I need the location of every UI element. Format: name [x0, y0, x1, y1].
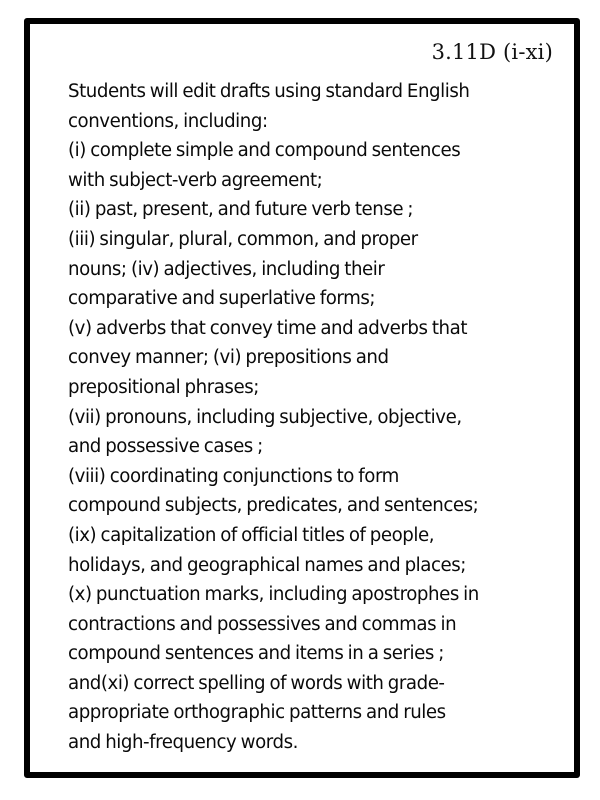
- description-line: (x) punctuation marks, including apostrophes in: [68, 584, 479, 606]
- description-line: (ii) past, present, and future verb tense ;: [68, 199, 414, 221]
- description-line: appropriate orthographic patterns and rules: [68, 702, 446, 724]
- description-line: and(xi) correct spelling of words with grade-: [68, 672, 445, 694]
- standard-card: [24, 18, 580, 778]
- description-line: compound subjects, predicates, and sentences;: [68, 495, 479, 517]
- description-line: convey manner; (vi) prepositions and: [68, 347, 389, 369]
- description-line: holidays, and geographical names and places;: [68, 554, 466, 576]
- standard-description: [68, 77, 558, 758]
- description-line: and high-frequency words.: [68, 732, 298, 754]
- description-line: Students will edit drafts using standard English: [68, 81, 470, 102]
- description-line: (v) adverbs that convey time and adverbs that: [68, 317, 468, 339]
- description-line: (viii) coordinating conjunctions to form: [68, 465, 399, 487]
- description-line: with subject-verb agreement;: [68, 169, 323, 191]
- description-line: (ix) capitalization of official titles of people,: [68, 524, 435, 546]
- description-line: nouns; (iv) adjectives, including their: [68, 258, 385, 280]
- description-line: conventions, including:: [68, 110, 268, 132]
- description-line: compound sentences and items in a series ;: [68, 643, 444, 665]
- description-line: (vii) pronouns, including subjective, objective,: [68, 406, 462, 428]
- description-line: contractions and possessives and commas in: [68, 613, 457, 635]
- description-line: comparative and superlative forms;: [68, 288, 376, 310]
- description-line: (iii) singular, plural, common, and proper: [68, 228, 418, 250]
- description-line: and possessive cases ;: [68, 436, 263, 458]
- description-line: (i) complete simple and compound sentences: [68, 140, 461, 162]
- description-line: prepositional phrases;: [68, 376, 259, 398]
- standard-code: 3.11D (i-xi): [431, 40, 553, 64]
